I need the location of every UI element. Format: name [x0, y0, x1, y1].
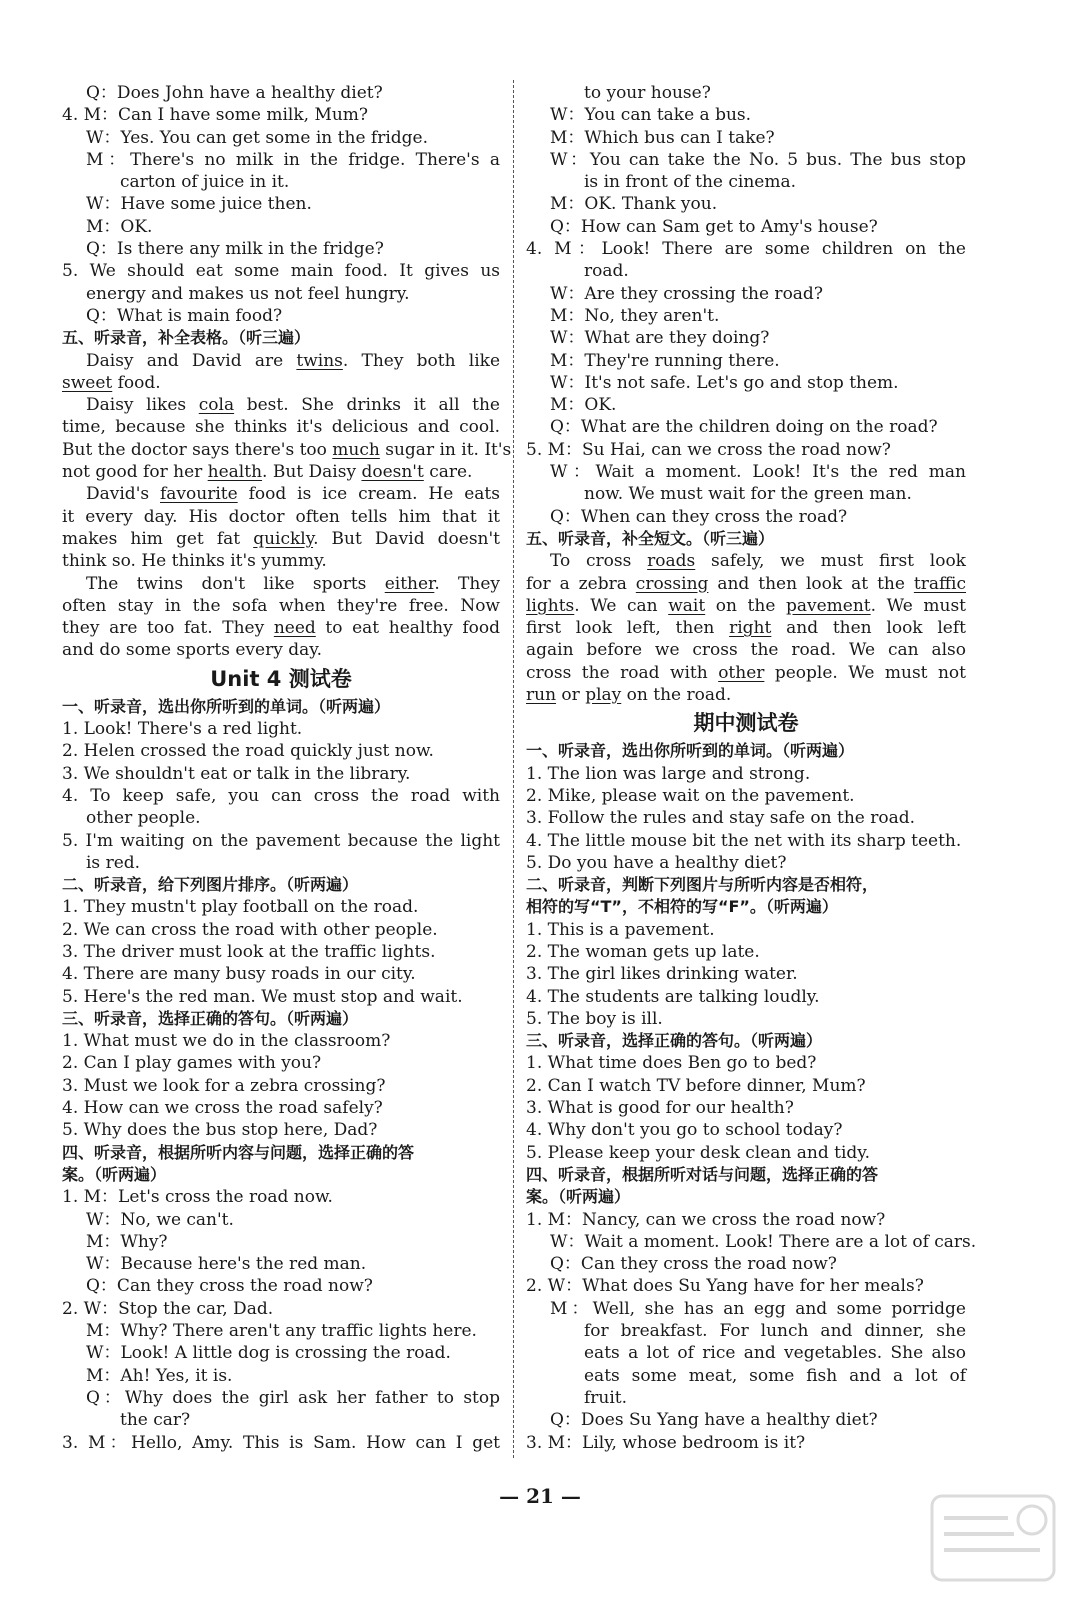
text-line: Q：Is there any milk in the fridge?	[86, 239, 384, 260]
text-line: 4. How can we cross the road safely?	[62, 1098, 383, 1119]
answer-blank: sweet	[62, 372, 113, 393]
text-line: David's favourite food is ice cream. He eats	[86, 484, 500, 505]
text-line: carton of juice in it.	[120, 172, 290, 193]
text-line: 2. Can I play games with you?	[62, 1053, 322, 1074]
text-line: M：There's no milk in the fridge. There's a	[86, 149, 500, 170]
answer-blank: play	[585, 685, 622, 706]
text-line: 2. Mike, please wait on the pavement.	[526, 785, 855, 806]
answer-blank: twins	[296, 350, 343, 371]
text-line: think so. He thinks it's yummy.	[62, 551, 327, 572]
text-line: eats a lot of rice and vegetables. She also	[584, 1343, 966, 1364]
section-heading: 一、听录音，选出你所听到的单词。（听两遍）	[62, 696, 391, 716]
text-line: 5. I'm waiting on the pavement because the light	[62, 830, 500, 851]
section-heading: 相符的写“T”，不相符的写“F”。（听两遍）	[526, 897, 838, 917]
test-title: Unit 4 测试卷	[210, 666, 352, 691]
text-line: W：No, we can't.	[86, 1209, 234, 1230]
text-line: sweet food.	[62, 372, 161, 393]
text-line: 1. Look! There's a red light.	[62, 719, 303, 740]
text-line: 3. What is good for our health?	[526, 1098, 794, 1119]
text-line: 1. What time does Ben go to bed?	[526, 1053, 817, 1074]
text-line: 1. M：Let's cross the road now.	[62, 1187, 333, 1208]
text-line: W：It's not safe. Let's go and stop them.	[550, 372, 899, 393]
text-line: Q：How can Sam get to Amy's house?	[550, 216, 878, 237]
text-line: 4. Why don't you go to school today?	[526, 1120, 843, 1141]
right-column	[526, 82, 977, 1454]
text-line: other people.	[86, 808, 201, 829]
text-line: makes him get fat quickly. But David doesn't	[62, 528, 501, 549]
text-line: M：Why?	[86, 1231, 168, 1252]
text-line: again before we cross the road. We can also	[526, 640, 966, 661]
answer-blank: pavement	[785, 595, 871, 616]
text-line: 3. Must we look for a zebra crossing?	[62, 1075, 386, 1096]
text-line: Q：Why does the girl ask her father to stop	[86, 1387, 500, 1408]
answer-blank: lights	[526, 595, 575, 616]
text-line: not good for her health. But Daisy doesn't care.	[62, 462, 473, 483]
text-line: Q：What is main food?	[86, 305, 283, 326]
section-heading: 五、听录音，补全短文。（听三遍）	[526, 528, 775, 548]
text-line: time, because she thinks it's delicious and cool.	[62, 417, 500, 438]
text-line: W：Wait a moment. Look! It's the red man	[550, 462, 966, 483]
answer-blank: doesn't	[361, 462, 424, 483]
text-line: 4. The students are talking loudly.	[526, 986, 820, 1007]
text-line: W：Are they crossing the road?	[550, 283, 823, 304]
answer-blank: health	[207, 462, 263, 483]
text-line: 3. M：Hello, Amy. This is Sam. How can I get	[62, 1432, 500, 1453]
section-heading: 三、听录音，选择正确的答句。（听两遍）	[526, 1031, 823, 1051]
text-line: Daisy likes cola best. She drinks it all the	[86, 395, 500, 416]
text-line: fruit.	[584, 1387, 628, 1408]
text-line: cross the road with other people. We must not	[526, 662, 966, 683]
text-line: M：Which bus can I take?	[550, 127, 775, 148]
section-heading: 二、听录音，判断下列图片与所听内容是否相符，	[526, 875, 879, 895]
answer-blank: wait	[668, 595, 706, 616]
text-line: 4. There are many busy roads in our city.	[62, 964, 416, 985]
text-line: 5. Do you have a healthy diet?	[526, 852, 787, 873]
text-line: W：Yes. You can get some in the fridge.	[86, 127, 428, 148]
text-line: 5. Here's the red man. We must stop and wait.	[62, 986, 463, 1007]
answer-blank: favourite	[160, 484, 238, 505]
section-heading: 四、听录音，根据所听内容与问题，选择正确的答	[62, 1142, 415, 1162]
section-heading: 案。（听两遍）	[62, 1164, 167, 1184]
left-column	[62, 82, 512, 1454]
watermark-logo	[928, 1490, 1058, 1586]
text-line: W：Because here's the red man.	[86, 1254, 367, 1275]
text-line: 1. They mustn't play football on the road.	[62, 897, 419, 918]
text-line: is in front of the cinema.	[584, 172, 796, 193]
section-heading: 五、听录音，补全表格。（听三遍）	[62, 328, 311, 348]
text-line: is red.	[86, 852, 141, 873]
column-divider	[513, 80, 514, 1458]
text-line: To cross roads safely, we must first look	[550, 551, 966, 572]
text-line: lights. We can wait on the pavement. We must	[526, 595, 966, 616]
answer-blank: need	[273, 618, 316, 639]
answer-blank: right	[729, 618, 772, 639]
text-line: Q：Does John have a healthy diet?	[86, 83, 383, 103]
answer-blank: much	[332, 439, 380, 460]
answer-blank: quickly	[253, 528, 314, 549]
text-line: 5. M：Su Hai, can we cross the road now?	[526, 439, 891, 460]
test-title: 期中测试卷	[693, 711, 799, 736]
text-line: M：OK.	[86, 216, 153, 237]
text-line: 4. M：Look! There are some children on the	[526, 239, 966, 260]
text-line: and do some sports every day.	[62, 640, 322, 661]
answer-blank: run	[526, 685, 557, 706]
text-line: But the doctor says there's too much sugar in it. It's	[62, 439, 512, 460]
text-line: 2. Helen crossed the road quickly just now.	[62, 741, 434, 762]
text-line: M：Why? There aren't any traffic lights here.	[86, 1321, 477, 1342]
text-line: 1. What must we do in the classroom?	[62, 1031, 391, 1052]
text-line: Q：Does Su Yang have a healthy diet?	[550, 1410, 878, 1431]
text-line: first look left, then right and then look left	[526, 618, 966, 639]
text-line: W：You can take the No. 5 bus. The bus stop	[550, 149, 966, 170]
text-line: often stay in the sofa when they're free. Now	[62, 595, 500, 616]
section-heading: 二、听录音，给下列图片排序。（听两遍）	[62, 875, 359, 895]
text-line: to your house?	[584, 83, 711, 103]
text-line: 1. This is a pavement.	[526, 919, 715, 940]
text-line: energy and makes us not feel hungry.	[86, 283, 410, 304]
section-heading: 案。（听两遍）	[526, 1187, 631, 1207]
text-line: 2. The woman gets up late.	[526, 941, 760, 962]
text-line: M：OK. Thank you.	[550, 194, 718, 215]
text-line: 1. The lion was large and strong.	[526, 763, 811, 784]
text-line: road.	[584, 261, 629, 282]
text-line: 4. M：Can I have some milk, Mum?	[62, 105, 369, 126]
text-line: M：Well, she has an egg and some porridge	[550, 1298, 966, 1319]
text-line: M：No, they aren't.	[550, 305, 720, 326]
text-line: 2. We can cross the road with other people.	[62, 919, 438, 940]
text-line: 3. M：Lily, whose bedroom is it?	[526, 1432, 806, 1453]
text-line: 2. W：Stop the car, Dad.	[62, 1298, 274, 1319]
text-line: 3. The driver must look at the traffic lights.	[62, 941, 436, 962]
text-line: W：Have some juice then.	[86, 194, 312, 215]
section-heading: 一、听录音，选出你所听到的单词。（听两遍）	[526, 741, 855, 761]
text-line: 5. The boy is ill.	[526, 1008, 663, 1029]
text-line: 4. The little mouse bit the net with its sharp teeth.	[526, 830, 962, 851]
text-line: the car?	[120, 1410, 191, 1431]
text-line: 3. The girl likes drinking water.	[526, 964, 798, 985]
text-line: 5. We should eat some main food. It gives us	[62, 261, 500, 282]
text-line: W：Look! A little dog is crossing the road.	[86, 1343, 451, 1364]
answer-blank: crossing	[635, 573, 709, 594]
text-line: for breakfast. For lunch and dinner, she	[584, 1321, 966, 1342]
answer-blank: either	[384, 573, 435, 594]
text-line: 2. W：What does Su Yang have for her meals?	[526, 1276, 924, 1297]
page-number: — 21 —	[499, 1484, 581, 1508]
text-line: M：They're running there.	[550, 350, 780, 371]
text-line: Q：Can they cross the road now?	[86, 1276, 373, 1297]
text-line: 1. M：Nancy, can we cross the road now?	[526, 1209, 886, 1230]
text-line: W：What are they doing?	[550, 328, 770, 349]
text-line: W：Wait a moment. Look! There are a lot of cars.	[550, 1231, 977, 1252]
answer-blank: roads	[647, 551, 696, 572]
text-line: The twins don't like sports either. They	[86, 573, 500, 594]
text-line: 3. We shouldn't eat or talk in the library.	[62, 763, 411, 784]
text-line: it every day. His doctor often tells him that it	[62, 506, 500, 527]
section-heading: 三、听录音，选择正确的答句。（听两遍）	[62, 1008, 359, 1028]
text-line: run or play on the road.	[526, 685, 732, 706]
text-line: 2. Can I watch TV before dinner, Mum?	[526, 1075, 866, 1096]
text-line: Daisy and David are twins. They both like	[86, 350, 501, 371]
text-line: M：Ah! Yes, it is.	[86, 1365, 233, 1386]
section-heading: 四、听录音，根据所听对话与问题，选择正确的答	[526, 1164, 879, 1184]
text-line: Q：Can they cross the road now?	[550, 1254, 837, 1275]
text-line: 4. To keep safe, you can cross the road with	[62, 785, 500, 806]
text-line: 3. Follow the rules and stay safe on the road.	[526, 808, 916, 829]
answer-blank: traffic	[913, 573, 966, 594]
text-line: eats some meat, some fish and a lot of	[584, 1365, 966, 1386]
text-line: 5. Please keep your desk clean and tidy.	[526, 1142, 871, 1163]
text-line: for a zebra crossing and then look at the traffic	[526, 573, 966, 594]
answer-blank: other	[718, 662, 765, 683]
answer-blank: cola	[198, 395, 235, 416]
text-line: 5. Why does the bus stop here, Dad?	[62, 1120, 378, 1141]
text-line: Q：When can they cross the road?	[550, 506, 848, 527]
text-line: M：OK.	[550, 395, 617, 416]
text-line: now. We must wait for the green man.	[584, 484, 912, 505]
text-line: W：You can take a bus.	[550, 105, 752, 126]
text-line: they are too fat. They need to eat healthy food	[62, 618, 500, 639]
text-line: Q：What are the children doing on the road?	[550, 417, 938, 438]
